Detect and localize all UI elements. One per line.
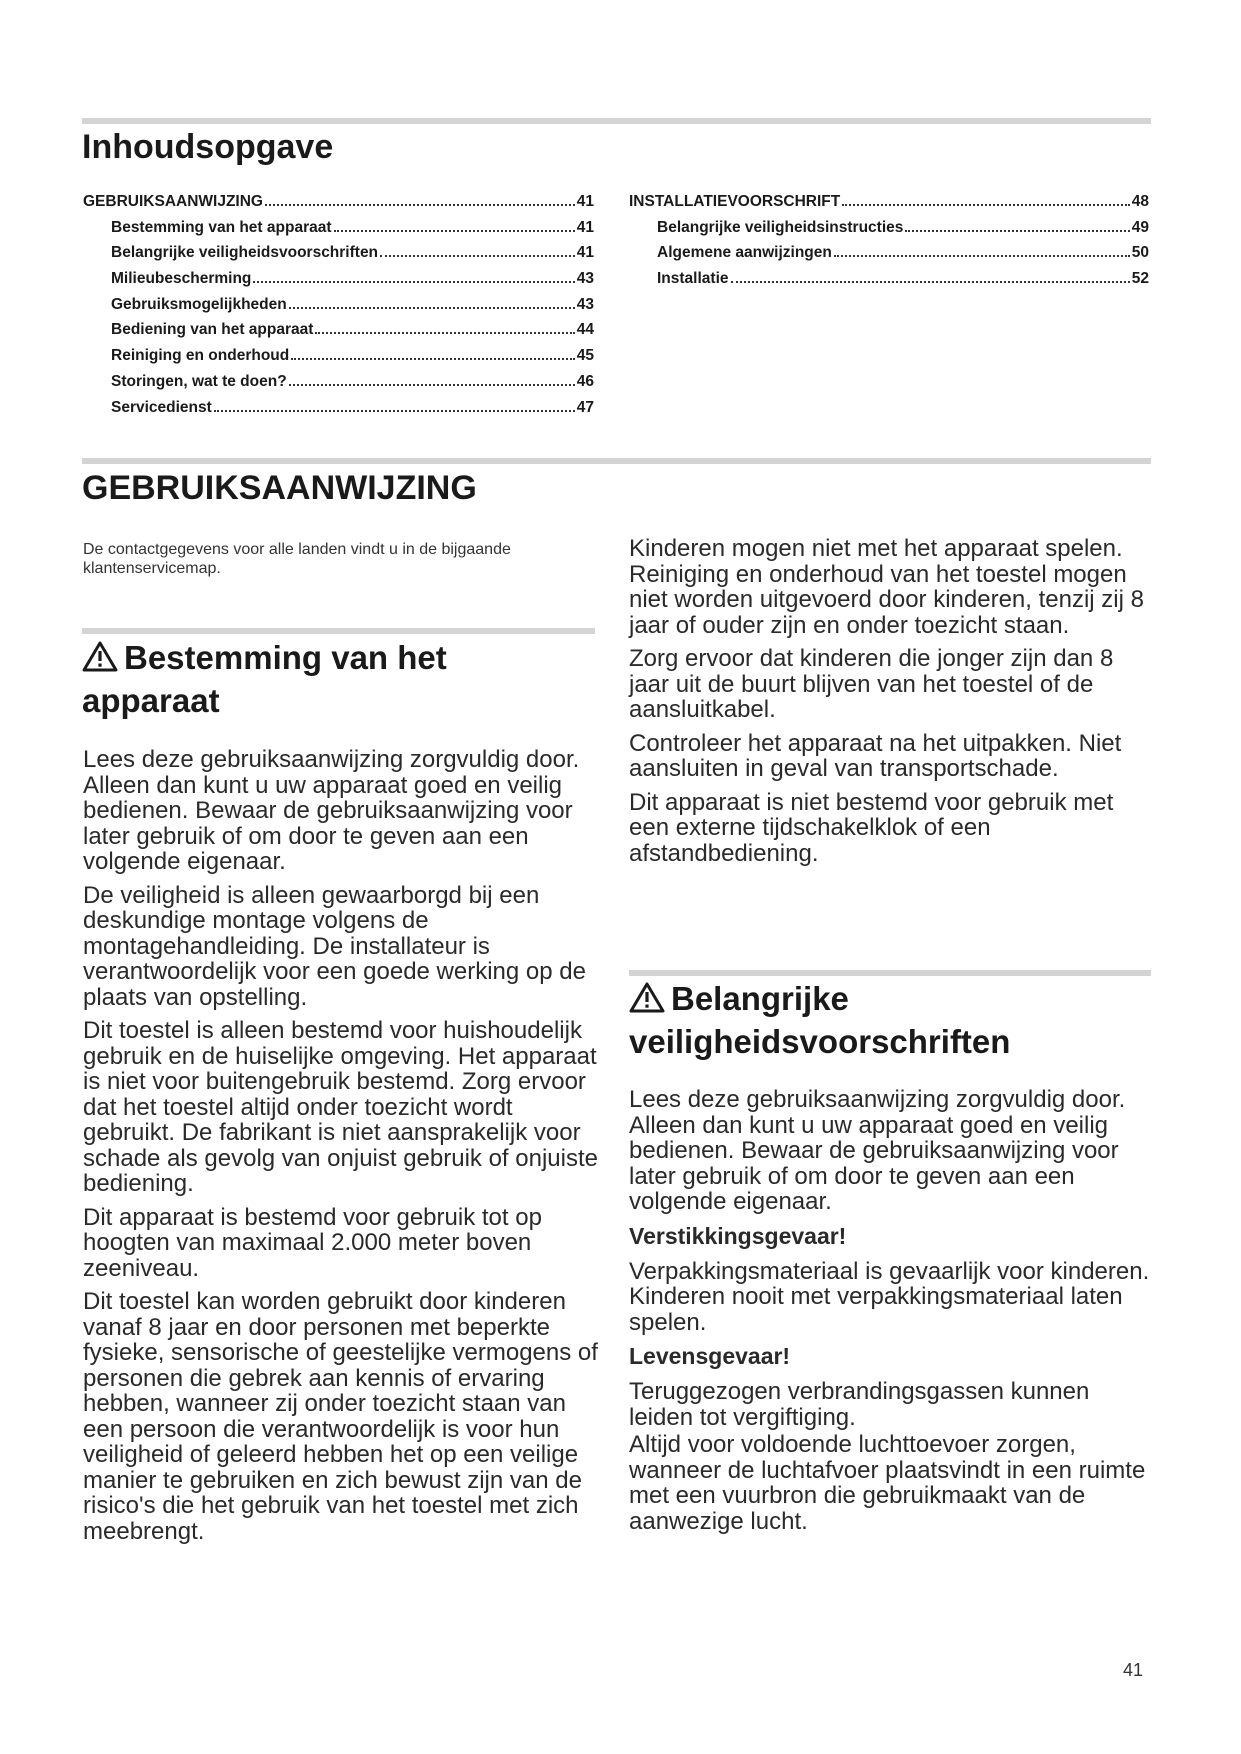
page-number: 41 [1123,1660,1144,1680]
toc-left-column [83,193,594,424]
toc-entry[interactable]: Bestemming van het apparaat 41 [111,218,594,236]
top-divider [82,118,1151,124]
toc-entry[interactable]: Algemene aanwijzingen 50 [657,244,1149,262]
paragraph: Teruggezogen verbrandingsgassen kunnen leiden tot vergiftiging. [629,1378,1090,1431]
paragraph: Zorg ervoor dat kinderen die jonger zijn dan 8 jaar uit de buurt blijven van het toestel of de aansluitkabel. [629,645,1114,723]
veiligheid-body [629,1087,1151,1542]
paragraph: Kinderen mogen niet met het apparaat spelen. Reiniging en onderhoud van het toestel mogen niet worden uitgevoerd door kinderen, tenzij zij 8 jaar of ouder zijn en onder toezicht staan. [629,535,1144,639]
section-divider [82,458,1151,464]
paragraph: De veiligheid is alleen gewaarborgd bij een deskundige montage volgens de montagehandleiding. De installateur is verantwoordelijk voor een goede werking op de plaats van opstelling. [83,881,586,1011]
toc-entry[interactable]: Gebruiksmogelijkheden 43 [111,295,594,313]
warning-triangle-icon [82,640,118,681]
intro-text: De contactgegevens voor alle landen vindt u in de bijgaande klantenservicemap. [83,541,511,577]
toc-entry[interactable]: Storingen, wat te doen? 46 [111,372,594,390]
toc-entry[interactable]: Belangrijke veiligheidsvoorschriften 41 [111,244,594,262]
bestemming-title-line2: apparaat [82,682,220,719]
toc-entry[interactable]: Milieubescherming 43 [111,270,594,288]
toc-entry[interactable]: Bediening van het apparaat 44 [111,321,594,339]
bestemming-heading [82,638,602,721]
warning-triangle-icon [629,981,665,1022]
subsection-divider [82,628,595,634]
paragraph: Altijd voor voldoende luchttoevoer zorgen, wanneer de luchtafvoer plaatsvindt in een ruimte met een vuurbron die gebruikmaakt van de aanwezige lucht. [629,1431,1146,1535]
paragraph: Dit apparaat is niet bestemd voor gebruik met een externe tijdschakelklok of een afstandbediening. [629,788,1114,867]
warning-label: Verstikkingsgevaar! [629,1222,847,1249]
bestemming-title-line1: Bestemming van het [124,639,447,676]
veiligheid-title-line2: veiligheidsvoorschriften [629,1023,1011,1060]
paragraph: Lees deze gebruiksaanwijzing zorgvuldig door. Alleen dan kunt u uw apparaat goed en veilig bedienen. Bewaar de gebruiksaanwijzing voor later gebruik of om door te geven aan een volgende eigenaar. [83,746,580,875]
paragraph: Dit toestel kan worden gebruikt door kinderen vanaf 8 jaar en door personen met beperkte fysieke, sensorische of geestelijke vermogens of personen die gebrek aan kennis of ervaring hebben, wanneer zij onder toezicht staan van een persoon die verantwoordelijk is voor hun veiligheid of geleerd hebben het op een veilige manier te gebruiken en zich bewust zijn van de risico's die het gebruik van het toestel met zich meebrengt. [83,1288,598,1545]
paragraph: Controleer het apparaat na het uitpakken. Niet aansluiten in geval van transportschade. [629,729,1122,782]
toc-title: Inhoudsopgave [82,128,334,166]
paragraph: Lees deze gebruiksaanwijzing zorgvuldig door. Alleen dan kunt u uw apparaat goed en veilig bedienen. Bewaar de gebruiksaanwijzing voor later gebruik of om door te geven aan een volgende eigenaar. [629,1086,1126,1215]
subsection-divider [629,970,1151,976]
warning-label: Levensgevaar! [629,1343,791,1369]
paragraph: Dit apparaat is bestemd voor gebruik tot op hoogten van maximaal 2.000 meter boven zeeniveau. [83,1203,542,1282]
toc-entry[interactable]: Belangrijke veiligheidsinstructies 49 [657,218,1149,236]
section-title: GEBRUIKSAANWIJZING [82,469,477,507]
paragraph: Dit toestel is alleen bestemd voor huishoudelijk gebruik en de huiselijke omgeving. Het apparaat is niet voor buitengebruik bestemd. Zorg ervoor dat het toestel altijd onder toezicht wordt gebruikt. De fabrikant is niet aansprakelijk voor schade als gevolg van onjuist gebruik of onjuiste bediening. [83,1017,598,1197]
toc-entry[interactable]: Reiniging en onderhoud 45 [111,347,594,365]
left-body-column [83,747,598,1552]
paragraph: Verpakkingsmateriaal is gevaarlijk voor kinderen. Kinderen nooit met verpakkingsmateriaal laten spelen. [629,1257,1150,1336]
right-body-column [629,536,1151,874]
toc-entry[interactable]: Servicedienst 47 [111,398,594,416]
toc-right-column [629,193,1149,296]
toc-entry[interactable]: INSTALLATIEVOORSCHRIFT 48 [629,193,1149,210]
toc-entry[interactable]: GEBRUIKSAANWIJZING 41 [83,193,594,210]
veiligheid-heading [629,979,1151,1062]
toc-entry[interactable]: Installatie 52 [657,270,1149,288]
veiligheid-title-line1: Belangrijke [671,980,849,1017]
